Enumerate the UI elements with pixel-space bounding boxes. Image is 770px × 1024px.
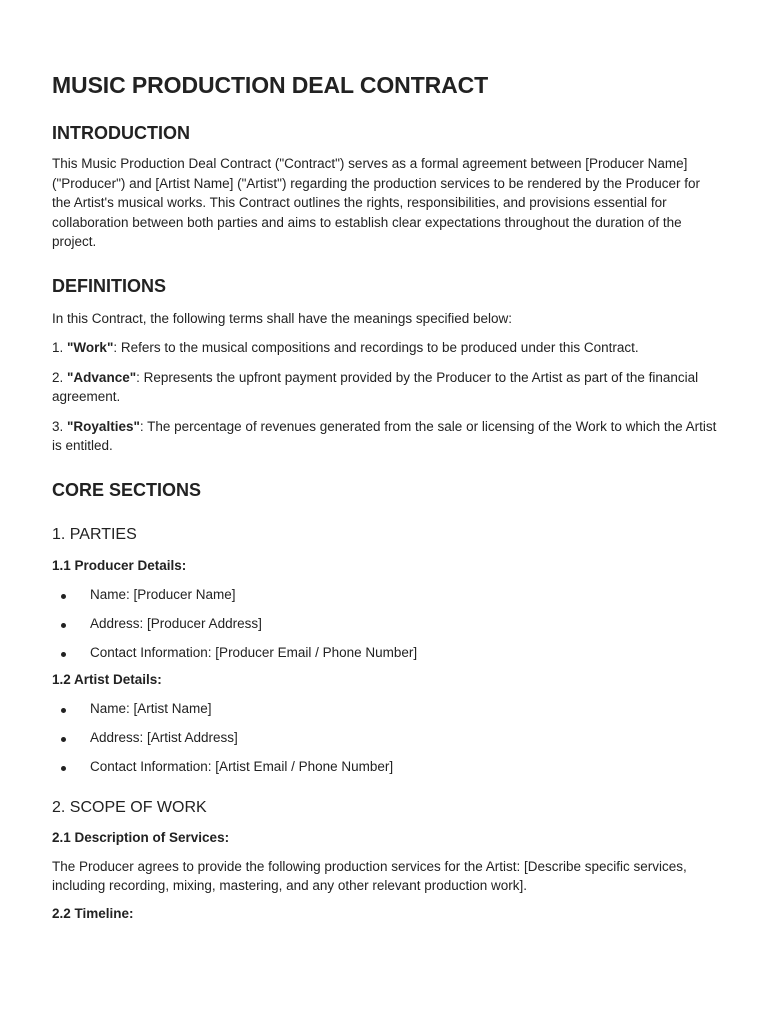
- definition-text: : Refers to the musical compositions and recordings to be produced under this Contract.: [113, 340, 639, 355]
- list-item-text: Address: [Artist Address]: [90, 729, 238, 745]
- introduction-section: [52, 121, 722, 252]
- bullet-icon: [61, 708, 66, 713]
- definition-text: : The percentage of revenues generated from the sale or licensing of the Work to which the Artist is entitled.: [52, 418, 717, 453]
- list-item: [52, 585, 722, 605]
- description-of-services-heading: 2.1 Description of Services:: [52, 829, 230, 845]
- list-item-text: Contact Information: [Producer Email / Phone Number]: [90, 644, 418, 660]
- bullet-icon: [61, 652, 66, 657]
- document-title: MUSIC PRODUCTION DEAL CONTRACT: [52, 72, 489, 98]
- scope-of-work-heading: 2. SCOPE OF WORK: [52, 798, 207, 816]
- list-item-text: Name: [Artist Name]: [90, 700, 212, 716]
- definition-term: "Advance": [67, 369, 137, 385]
- definition-term: "Royalties": [67, 418, 140, 434]
- list-item: [52, 643, 722, 663]
- list-item: [52, 757, 722, 777]
- parties-heading: 1. PARTIES: [52, 525, 137, 543]
- list-item-text: Name: [Producer Name]: [90, 586, 236, 602]
- core-sections: [52, 478, 722, 924]
- contract-document: [52, 70, 722, 924]
- bullet-icon: [61, 594, 66, 599]
- definition-number: 2.: [52, 369, 64, 385]
- bullet-icon: [61, 737, 66, 742]
- definition-text: : Represents the upfront payment provided by the Producer to the Artist as part of the financial agreement.: [52, 369, 699, 404]
- introduction-heading: INTRODUCTION: [52, 123, 190, 143]
- list-item: [52, 728, 722, 748]
- producer-details-heading: 1.1 Producer Details:: [52, 557, 187, 573]
- definition-term: "Work": [67, 340, 114, 355]
- bullet-icon: [61, 766, 66, 771]
- artist-details-list: [52, 699, 722, 777]
- producer-details-list: [52, 585, 722, 663]
- introduction-text: This Music Production Deal Contract ("Contract") serves as a formal agreement between [Producer Name] ("Producer") and [Artist Name] ("Artist") regarding the production services to be rendered by the Producer for the Artist's musical works. This Contract outlines the rights, responsibilities, and provisions essential for collaboration between both parties and aims to establish clear expectations throughout the duration of the project.: [52, 156, 700, 249]
- list-item-text: Address: [Producer Address]: [90, 615, 262, 631]
- timeline-heading: 2.2 Timeline:: [52, 905, 134, 921]
- list-item: [52, 699, 722, 719]
- definitions-heading: DEFINITIONS: [52, 275, 167, 296]
- definitions-lead: In this Contract, the following terms shall have the meanings specified below:: [52, 310, 512, 326]
- definition-number: 1.: [52, 340, 64, 355]
- core-sections-heading: CORE SECTIONS: [52, 479, 202, 500]
- definition-item-advance: [52, 368, 722, 407]
- definitions-section: [52, 274, 722, 456]
- description-of-services-text: The Producer agrees to provide the following production services for the Artist: [Describe specific services, including recording, mixing, mastering, and any other relevant production work].: [52, 858, 687, 893]
- definition-number: 3.: [52, 418, 64, 434]
- definition-item-work: [52, 338, 722, 358]
- list-item-text: Contact Information: [Artist Email / Phone Number]: [90, 758, 394, 774]
- list-item: [52, 614, 722, 634]
- bullet-icon: [61, 623, 66, 628]
- definition-item-royalties: [52, 417, 722, 456]
- artist-details-heading: 1.2 Artist Details:: [52, 671, 162, 687]
